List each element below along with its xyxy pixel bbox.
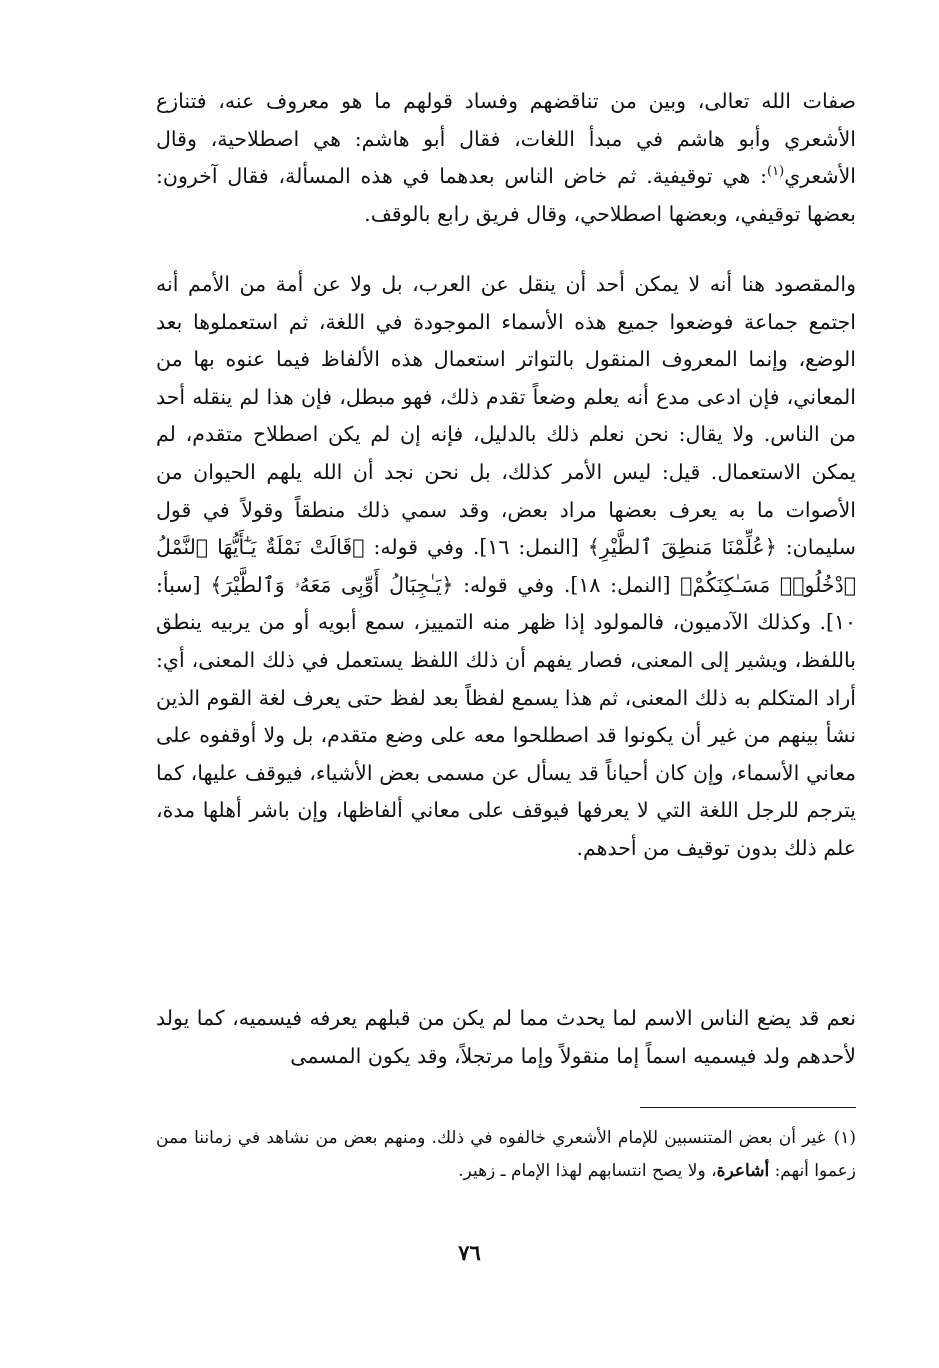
paragraph-1 [156,83,856,233]
footnote-text-start: غير أن بعض المتنسبين للإمام الأشعري خالفوه في ذلك. ومنهم بعض من نشاهد في زماننا ممن زعموا أنهم: [156,1128,856,1181]
footnote [156,1122,856,1188]
footnote-text-end: ، ولا يصح انتسابهم لهذا الإمام ـ زهير. [458,1161,717,1181]
page-number: ٧٦ [458,1240,481,1265]
footnote-separator [640,1107,856,1108]
footnote-number: (١) [833,1128,856,1148]
paragraph-1-text-end: : هي توقيفية. ثم خاض الناس بعدهما في هذه المسألة، فقال آخرون: بعضها توقيفي، وبعضها اصطلاحي، وقال فريق رابع بالوقف. [156,164,856,226]
footnote-bold-word: أشاعرة [716,1161,770,1181]
paragraph-2: والمقصود هنا أنه لا يمكن أحد أن ينقل عن العرب، بل ولا عن أمة من الأمم أنه اجتمع جماعة فوضعوا جميع هذه الأسماء الموجودة في اللغة، ثم استعملوها بعد الوضع، وإنما المعروف المنقول بالتواتر استعمال هذه الألفاظ فيما عنوه بها من المعاني، فإن ادعى مدع أنه يعلم وضعاً تقدم ذلك، فهو مبطل، فإن هذا لم ينقله أحد من الناس. ولا يقال: نحن نعلم ذلك بالدليل، فإنه إن لم يكن اصطلاح متقدم، لم يمكن الاستعمال. قيل: ليس الأمر كذلك، بل نحن نجد أن الله يلهم الحيوان من الأصوات ما به يعرف بعضها مراد بعض، وقد سمي ذلك منطقاً وقولاً في قول سليمان: ﴿عُلِّمْنَا مَنطِقَ ٱلطَّيْرِ﴾ [النمل: ١٦]. وفي قوله: ﴿قَالَتْ نَمْلَةٌ يَـٰٓأَيُّهَا ٱلنَّمْلُ ٱدْخُلُوا۟ مَسَـٰكِنَكُمْ﴾ [النمل: ١٨]. وفي قوله: ﴿يَـٰجِبَالُ أَوِّبِى مَعَهُۥ وَٱلطَّيْرَ﴾ [سبأ: ١٠]. وكذلك الآدميون، فالمولود إذا ظهر منه التمييز، سمع أبويه أو من يربيه ينطق باللفظ، ويشير إلى المعنى، فصار يفهم أن ذلك اللفظ يستعمل في ذلك المعنى، أي: أراد المتكلم به ذلك المعنى، ثم هذا يسمع لفظاً بعد لفظ حتى يعرف لغة القوم الذين نشأ بينهم من غير أن يكونوا قد اصطلحوا معه على وضع متقدم، بل ولا أوقفوه على معاني الأسماء، وإن كان أحياناً قد يسأل عن مسمى بعض الأشياء، فيوقف عليها، كما يترجم للرجل اللغة التي لا يعرفها فيوقف على معاني ألفاظها، وإن باشر أهلها مدة، علم ذلك بدون توقيف من أحدهم. [156,272,856,860]
footnote-reference: (١) [767,164,785,180]
paragraph-3: نعم قد يضع الناس الاسم لما يحدث مما لم يكن من قبلهم يعرفه فيسميه، كما يولد لأحدهم ولد فيسميه اسماً إما منقولاً وإما مرتجلاً، وقد يكون المسمى [156,1006,856,1068]
paragraph-1-text-start: صفات الله تعالى، وبين من تناقضهم وفساد قولهم ما هو معروف عنه، فتنازع الأشعري وأبو هاشم في مبدأ اللغات، فقال أبو هاشم: هي اصطلاحية، وقال الأشعري [156,89,856,189]
